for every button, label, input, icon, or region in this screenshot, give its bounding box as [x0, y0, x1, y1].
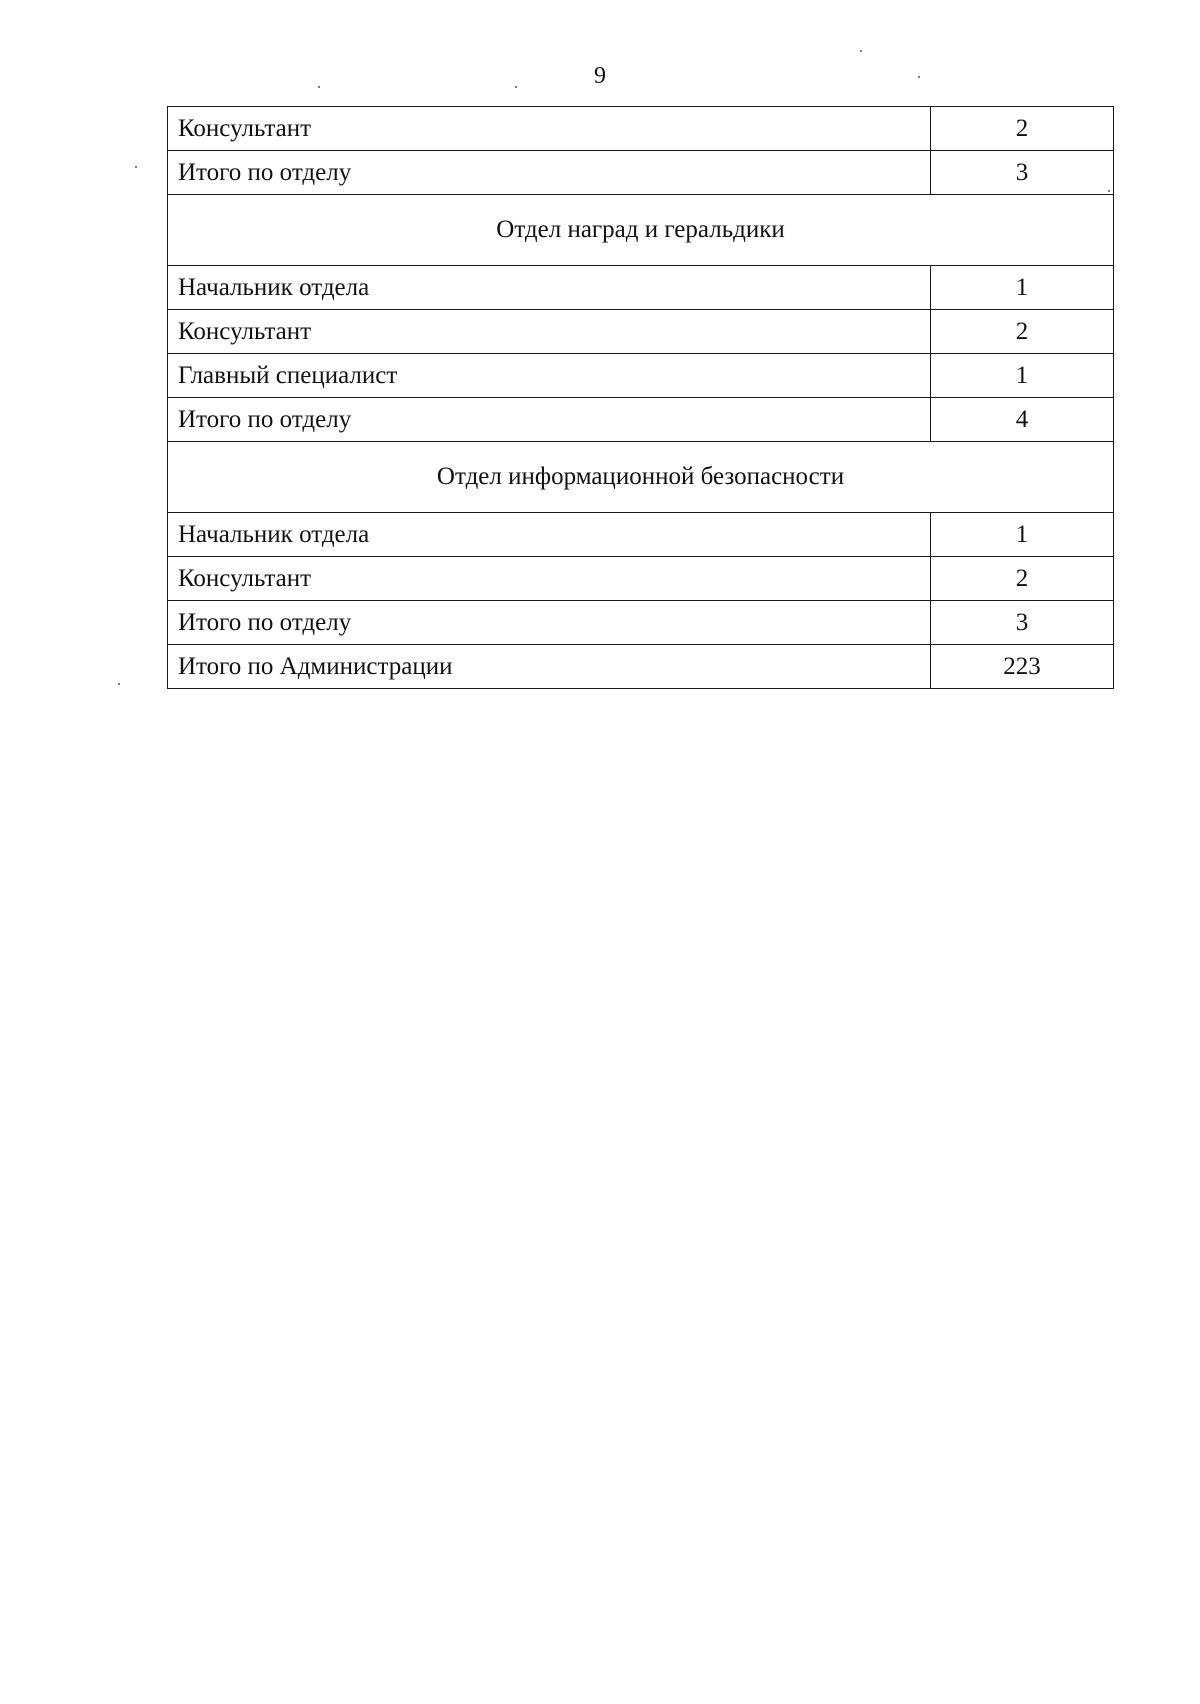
position-count: 1: [931, 266, 1114, 310]
staff-table-body: [168, 107, 1114, 689]
section-title: Отдел информационной безопасности: [168, 442, 1114, 513]
position-count: 2: [931, 310, 1114, 354]
staff-table: [167, 106, 1114, 689]
scan-speck: [318, 86, 320, 88]
section-header-row: [168, 195, 1114, 266]
section-header-row: [168, 442, 1114, 513]
table-row: [168, 557, 1114, 601]
table-row: [168, 310, 1114, 354]
position-count: 1: [931, 354, 1114, 398]
section-title: Отдел наград и геральдики: [168, 195, 1114, 266]
table-row-subtotal: [168, 151, 1114, 195]
position-name: Начальник отдела: [168, 513, 931, 557]
position-name: Итого по отделу: [168, 601, 931, 645]
position-name: Итого по отделу: [168, 398, 931, 442]
position-count: 4: [931, 398, 1114, 442]
scan-speck: [918, 76, 920, 78]
position-name: Итого по Администрации: [168, 645, 931, 689]
position-name: Начальник отдела: [168, 266, 931, 310]
position-name: Главный специалист: [168, 354, 931, 398]
position-count: 3: [931, 151, 1114, 195]
table-row-subtotal: [168, 398, 1114, 442]
scan-speck: [1108, 190, 1110, 192]
position-name: Консультант: [168, 557, 931, 601]
position-name: Консультант: [168, 107, 931, 151]
scan-speck: [135, 166, 137, 168]
position-count: 2: [931, 107, 1114, 151]
table-row-grand-total: [168, 645, 1114, 689]
position-count: 1: [931, 513, 1114, 557]
table-row: [168, 354, 1114, 398]
scan-speck: [118, 683, 120, 685]
table-row-subtotal: [168, 601, 1114, 645]
position-count: 2: [931, 557, 1114, 601]
page-number: 9: [594, 63, 606, 89]
position-name: Консультант: [168, 310, 931, 354]
table-row: [168, 513, 1114, 557]
position-count: 3: [931, 601, 1114, 645]
position-name: Итого по отделу: [168, 151, 931, 195]
position-count: 223: [931, 645, 1114, 689]
scan-speck: [860, 50, 862, 52]
table-row: [168, 266, 1114, 310]
scan-speck: [515, 86, 517, 88]
table-row: [168, 107, 1114, 151]
